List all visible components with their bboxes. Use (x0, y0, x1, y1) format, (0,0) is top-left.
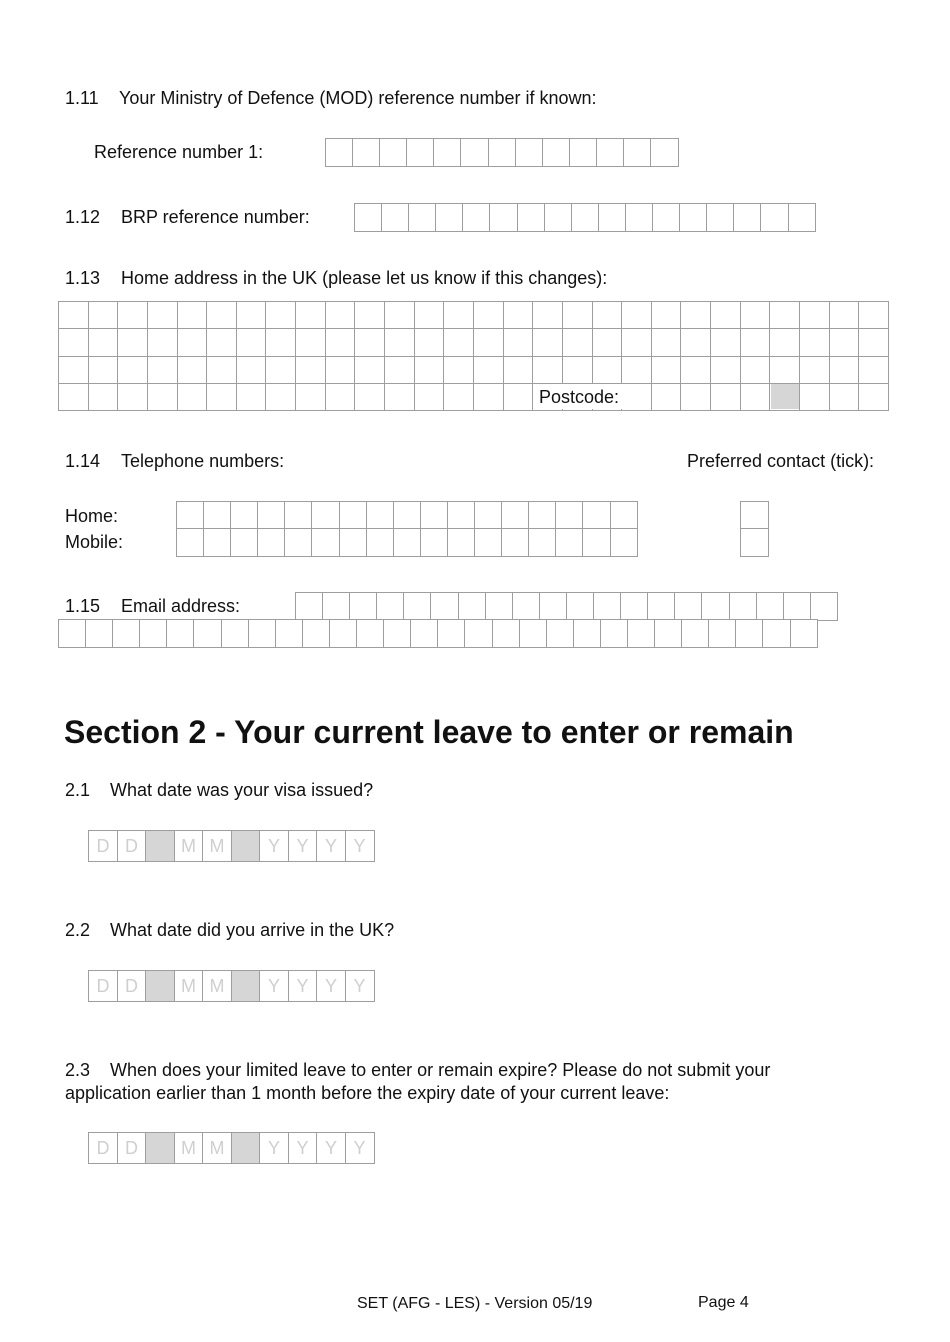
q2-3-number: 2.3 (65, 1060, 91, 1080)
address-char-box[interactable] (414, 328, 444, 355)
char-box[interactable] (593, 592, 622, 621)
char-box[interactable] (325, 138, 354, 167)
char-box[interactable] (566, 592, 595, 621)
address-char-box[interactable] (503, 301, 533, 328)
address-char-box[interactable] (710, 356, 740, 383)
address-char-box[interactable] (325, 328, 355, 355)
date-char-box[interactable]: M (202, 830, 232, 862)
char-box[interactable] (708, 619, 737, 648)
char-box[interactable] (410, 619, 439, 648)
date-char-box[interactable]: Y (316, 970, 346, 1002)
char-box[interactable] (729, 592, 758, 621)
q2-1-number: 2.1 (65, 780, 91, 800)
char-box[interactable] (610, 528, 639, 557)
date-char-box[interactable]: Y (345, 1132, 375, 1164)
address-char-box[interactable] (443, 328, 473, 355)
address-char-box[interactable] (829, 301, 859, 328)
char-box[interactable] (733, 203, 762, 232)
char-box[interactable] (674, 592, 703, 621)
address-char-box[interactable] (117, 383, 147, 410)
address-char-box[interactable] (265, 383, 295, 410)
mobile-phone-label: Mobile: (65, 532, 124, 552)
char-box[interactable] (462, 203, 491, 232)
date-char-box[interactable]: D (88, 1132, 118, 1164)
date-char-box[interactable]: M (202, 1132, 232, 1164)
char-box[interactable] (257, 528, 286, 557)
char-box[interactable] (230, 501, 259, 530)
address-char-box[interactable] (295, 356, 325, 383)
address-char-box[interactable] (206, 301, 236, 328)
address-char-box[interactable] (503, 356, 533, 383)
address-char-box[interactable] (88, 383, 118, 410)
char-box[interactable] (437, 619, 466, 648)
char-box[interactable] (85, 619, 114, 648)
address-char-box[interactable] (473, 383, 503, 410)
char-box[interactable] (654, 619, 683, 648)
address-char-box[interactable] (473, 356, 503, 383)
char-box[interactable] (488, 138, 517, 167)
address-char-box[interactable] (58, 328, 88, 355)
date-char-box[interactable]: D (117, 970, 147, 1002)
address-char-box[interactable] (858, 328, 888, 355)
q2-3-line2: application earlier than 1 month before the expiry date of your current leave: (65, 1083, 670, 1103)
date-char-box[interactable]: D (117, 1132, 147, 1164)
char-box[interactable] (681, 619, 710, 648)
char-box[interactable] (356, 619, 385, 648)
char-box[interactable] (762, 619, 791, 648)
char-box[interactable] (329, 619, 358, 648)
address-char-box[interactable] (769, 328, 799, 355)
char-box[interactable] (464, 619, 493, 648)
address-char-box[interactable] (117, 301, 147, 328)
address-char-box[interactable] (354, 383, 384, 410)
char-box[interactable] (625, 203, 654, 232)
address-char-box[interactable] (769, 301, 799, 328)
char-box[interactable] (284, 501, 313, 530)
mod-ref-label: Reference number 1: (94, 142, 264, 162)
char-box[interactable] (322, 592, 351, 621)
arrival-date-input[interactable] (88, 970, 373, 996)
char-box[interactable] (620, 592, 649, 621)
char-box[interactable] (760, 203, 789, 232)
address-char-box[interactable] (295, 383, 325, 410)
form-version: SET (AFG - LES) - Version 05/19 (357, 1295, 593, 1312)
char-box[interactable] (408, 203, 437, 232)
address-char-box[interactable] (799, 356, 829, 383)
address-char-box[interactable] (829, 328, 859, 355)
address-char-box[interactable] (414, 301, 444, 328)
address-char-box[interactable] (740, 301, 770, 328)
address-char-box[interactable] (354, 301, 384, 328)
date-char-box[interactable]: M (174, 970, 204, 1002)
char-box[interactable] (166, 619, 195, 648)
char-box[interactable] (546, 619, 575, 648)
address-char-box[interactable] (443, 356, 473, 383)
q1-13-number: 1.13 (65, 268, 101, 288)
char-box[interactable] (571, 203, 600, 232)
date-char-box[interactable]: Y (316, 830, 346, 862)
char-box[interactable] (203, 528, 232, 557)
q2-2-label: What date did you arrive in the UK? (110, 920, 395, 940)
address-char-box[interactable] (710, 301, 740, 328)
address-char-box[interactable] (592, 356, 622, 383)
char-box[interactable] (406, 138, 435, 167)
address-char-box[interactable] (117, 328, 147, 355)
address-char-box[interactable] (88, 301, 118, 328)
char-box[interactable] (339, 501, 368, 530)
q1-12-number: 1.12 (65, 207, 101, 227)
address-char-box[interactable] (799, 383, 829, 410)
address-char-box[interactable] (354, 356, 384, 383)
char-box[interactable] (788, 203, 817, 232)
section-2-title: Section 2 - Your current leave to enter or remain (64, 714, 794, 750)
address-char-box[interactable] (710, 383, 740, 410)
q1-14-label: Telephone numbers: (121, 451, 285, 471)
address-char-box[interactable] (295, 328, 325, 355)
q1-15-label: Email address: (121, 596, 241, 616)
char-box[interactable] (311, 501, 340, 530)
leave-expiry-date-input[interactable] (88, 1132, 373, 1158)
char-box[interactable] (435, 203, 464, 232)
date-separator-box (231, 1132, 261, 1164)
address-char-box[interactable] (265, 356, 295, 383)
q1-11-number: 1.11 (65, 88, 99, 108)
char-box[interactable] (383, 619, 412, 648)
char-box[interactable] (354, 203, 383, 232)
char-box[interactable] (349, 592, 378, 621)
char-box[interactable] (366, 528, 395, 557)
char-box[interactable] (295, 592, 324, 621)
address-char-box[interactable] (117, 356, 147, 383)
char-box[interactable] (623, 138, 652, 167)
char-box[interactable] (139, 619, 168, 648)
date-char-box[interactable]: M (202, 970, 232, 1002)
char-box[interactable] (403, 592, 432, 621)
char-box[interactable] (393, 501, 422, 530)
home-preferred-checkbox[interactable] (740, 501, 767, 527)
char-box[interactable] (203, 501, 232, 530)
date-char-box[interactable]: D (117, 830, 147, 862)
address-char-box[interactable] (177, 328, 207, 355)
date-separator-box (145, 1132, 175, 1164)
address-char-box[interactable] (829, 356, 859, 383)
address-char-box[interactable] (532, 328, 562, 355)
char-box[interactable] (433, 138, 462, 167)
address-char-box[interactable] (680, 383, 710, 410)
char-box[interactable] (735, 619, 764, 648)
q2-2-number: 2.2 (65, 920, 91, 940)
address-char-box[interactable] (592, 328, 622, 355)
char-box[interactable] (460, 138, 489, 167)
address-char-box[interactable] (236, 301, 266, 328)
address-char-box[interactable] (147, 356, 177, 383)
date-char-box[interactable]: M (174, 830, 204, 862)
date-char-box[interactable]: Y (345, 970, 375, 1002)
address-char-box[interactable] (503, 328, 533, 355)
char-box[interactable] (519, 619, 548, 648)
char-box[interactable] (393, 528, 422, 557)
postcode-label: Postcode: (539, 387, 620, 407)
char-box[interactable] (582, 501, 611, 530)
char-box[interactable] (517, 203, 546, 232)
q1-13-label: Home address in the UK (please let us know if this changes): (121, 268, 608, 288)
char-box[interactable] (58, 619, 87, 648)
char-box[interactable] (539, 592, 568, 621)
char-box[interactable] (810, 592, 839, 621)
address-char-box[interactable] (177, 383, 207, 410)
address-char-box[interactable] (710, 328, 740, 355)
date-separator-box (145, 830, 175, 862)
char-box[interactable] (284, 528, 313, 557)
address-char-box[interactable] (384, 301, 414, 328)
address-char-box[interactable] (858, 301, 888, 328)
char-box[interactable] (275, 619, 304, 648)
date-char-box[interactable]: Y (316, 1132, 346, 1164)
char-box[interactable] (544, 203, 573, 232)
preferred-contact-label: Preferred contact (tick): (687, 451, 875, 471)
address-char-box[interactable] (414, 356, 444, 383)
char-box[interactable] (430, 592, 459, 621)
address-char-box[interactable] (651, 328, 681, 355)
q1-12-label: BRP reference number: (121, 207, 310, 227)
address-char-box[interactable] (295, 301, 325, 328)
q1-11-label: Your Ministry of Defence (MOD) reference number if known: (119, 88, 597, 108)
address-char-box[interactable] (236, 356, 266, 383)
address-char-box[interactable] (858, 383, 888, 410)
address-char-box[interactable] (799, 301, 829, 328)
address-char-box[interactable] (680, 356, 710, 383)
char-box[interactable] (474, 501, 503, 530)
date-char-box[interactable]: Y (288, 830, 318, 862)
address-char-box[interactable] (265, 301, 295, 328)
char-box[interactable] (555, 528, 584, 557)
date-separator-box (231, 830, 261, 862)
home-phone-label: Home: (65, 506, 119, 526)
address-char-box[interactable] (58, 356, 88, 383)
address-char-box[interactable] (88, 356, 118, 383)
address-char-box[interactable] (829, 383, 859, 410)
address-char-box[interactable] (58, 301, 88, 328)
char-box[interactable] (176, 501, 205, 530)
mod-ref-input[interactable] (325, 138, 677, 164)
char-box[interactable] (339, 528, 368, 557)
address-char-box[interactable] (206, 383, 236, 410)
address-char-box[interactable] (621, 328, 651, 355)
address-char-box[interactable] (858, 356, 888, 383)
date-char-box[interactable]: D (88, 830, 118, 862)
address-char-box[interactable] (503, 383, 533, 410)
date-separator-box (145, 970, 175, 1002)
char-box[interactable] (193, 619, 222, 648)
char-box[interactable] (366, 501, 395, 530)
char-box[interactable] (515, 138, 544, 167)
char-box[interactable] (679, 203, 708, 232)
date-char-box[interactable]: Y (259, 830, 289, 862)
char-box[interactable] (352, 138, 381, 167)
address-char-box[interactable] (473, 301, 503, 328)
char-box[interactable] (650, 138, 679, 167)
char-box[interactable] (420, 501, 449, 530)
address-char-box[interactable] (740, 383, 770, 410)
char-box[interactable] (379, 138, 408, 167)
char-box[interactable] (447, 501, 476, 530)
address-char-box[interactable] (740, 328, 770, 355)
char-box[interactable] (598, 203, 627, 232)
char-box[interactable] (573, 619, 602, 648)
address-char-box[interactable] (621, 301, 651, 328)
char-box[interactable] (783, 592, 812, 621)
char-box[interactable] (501, 501, 530, 530)
email-input-line2[interactable] (58, 619, 817, 645)
address-char-box[interactable] (354, 328, 384, 355)
date-char-box[interactable]: M (174, 1132, 204, 1164)
char-box[interactable] (555, 501, 584, 530)
char-box[interactable] (542, 138, 571, 167)
page-number: Page 4 (698, 1294, 749, 1311)
address-char-box[interactable] (384, 383, 414, 410)
address-char-box[interactable] (621, 356, 651, 383)
brp-ref-input[interactable] (354, 203, 815, 229)
char-box[interactable] (381, 203, 410, 232)
q2-1-label: What date was your visa issued? (110, 780, 374, 800)
address-char-box[interactable] (680, 328, 710, 355)
address-char-box[interactable] (177, 301, 207, 328)
char-box[interactable] (458, 592, 487, 621)
date-char-box[interactable]: Y (288, 1132, 318, 1164)
char-box[interactable] (248, 619, 277, 648)
char-box[interactable] (302, 619, 331, 648)
address-char-box[interactable] (147, 328, 177, 355)
address-char-box[interactable] (532, 356, 562, 383)
char-box[interactable] (647, 592, 676, 621)
address-char-box[interactable] (147, 301, 177, 328)
char-box[interactable] (112, 619, 141, 648)
char-box[interactable] (489, 203, 518, 232)
address-char-box[interactable] (206, 356, 236, 383)
char-box[interactable] (596, 138, 625, 167)
char-box[interactable] (501, 528, 530, 557)
home-phone-input[interactable] (176, 501, 637, 527)
address-char-box[interactable] (206, 328, 236, 355)
date-char-box[interactable]: Y (288, 970, 318, 1002)
address-char-box[interactable] (236, 383, 266, 410)
address-char-box[interactable] (473, 328, 503, 355)
address-char-box[interactable] (799, 328, 829, 355)
char-box[interactable] (176, 528, 205, 557)
char-box[interactable] (582, 528, 611, 557)
char-box[interactable] (512, 592, 541, 621)
char-box[interactable] (221, 619, 250, 648)
char-box[interactable] (420, 528, 449, 557)
date-char-box[interactable]: Y (259, 1132, 289, 1164)
visa-issued-date-input[interactable] (88, 830, 373, 856)
address-char-box[interactable] (740, 356, 770, 383)
q1-15-number: 1.15 (65, 596, 101, 616)
home-address-input[interactable] (58, 301, 889, 411)
email-input-line1[interactable] (295, 592, 837, 618)
char-box[interactable] (492, 619, 521, 648)
char-box[interactable] (474, 528, 503, 557)
address-char-box[interactable] (58, 383, 88, 410)
char-box[interactable] (706, 203, 735, 232)
char-box[interactable] (311, 528, 340, 557)
char-box[interactable] (627, 619, 656, 648)
address-char-box[interactable] (769, 356, 799, 383)
char-box[interactable] (376, 592, 405, 621)
address-char-box[interactable] (325, 356, 355, 383)
address-char-box[interactable] (265, 328, 295, 355)
address-char-box[interactable] (147, 383, 177, 410)
char-box[interactable] (652, 203, 681, 232)
address-char-box[interactable] (562, 356, 592, 383)
address-char-box[interactable] (651, 301, 681, 328)
date-char-box[interactable]: D (88, 970, 118, 1002)
address-char-box[interactable] (592, 301, 622, 328)
char-box[interactable] (447, 528, 476, 557)
q2-3-line1: When does your limited leave to enter or remain expire? Please do not submit your (110, 1060, 771, 1080)
address-char-box[interactable] (562, 328, 592, 355)
date-char-box[interactable]: Y (345, 830, 375, 862)
address-char-box[interactable] (414, 383, 444, 410)
address-char-box[interactable] (651, 383, 681, 410)
char-box[interactable] (528, 501, 557, 530)
address-char-box[interactable] (651, 356, 681, 383)
postcode-shaded-cell (771, 384, 799, 409)
address-char-box[interactable] (443, 301, 473, 328)
char-box[interactable] (528, 528, 557, 557)
address-char-box[interactable] (384, 328, 414, 355)
address-char-box[interactable] (177, 356, 207, 383)
char-box[interactable] (257, 501, 286, 530)
address-char-box[interactable] (680, 301, 710, 328)
address-char-box[interactable] (325, 383, 355, 410)
date-separator-box (231, 970, 261, 1002)
char-box[interactable] (569, 138, 598, 167)
mobile-preferred-checkbox[interactable] (740, 528, 767, 554)
char-box[interactable] (600, 619, 629, 648)
q1-14-number: 1.14 (65, 451, 101, 471)
char-box[interactable] (230, 528, 259, 557)
address-char-box[interactable] (443, 383, 473, 410)
char-box[interactable] (485, 592, 514, 621)
char-box[interactable] (610, 501, 639, 530)
address-char-box[interactable] (384, 356, 414, 383)
address-char-box[interactable] (532, 301, 562, 328)
address-char-box[interactable] (325, 301, 355, 328)
address-char-box[interactable] (562, 301, 592, 328)
mobile-phone-input[interactable] (176, 528, 637, 554)
char-box[interactable] (756, 592, 785, 621)
address-char-box[interactable] (88, 328, 118, 355)
char-box[interactable] (701, 592, 730, 621)
address-char-box[interactable] (236, 328, 266, 355)
char-box[interactable] (790, 619, 819, 648)
date-char-box[interactable]: Y (259, 970, 289, 1002)
